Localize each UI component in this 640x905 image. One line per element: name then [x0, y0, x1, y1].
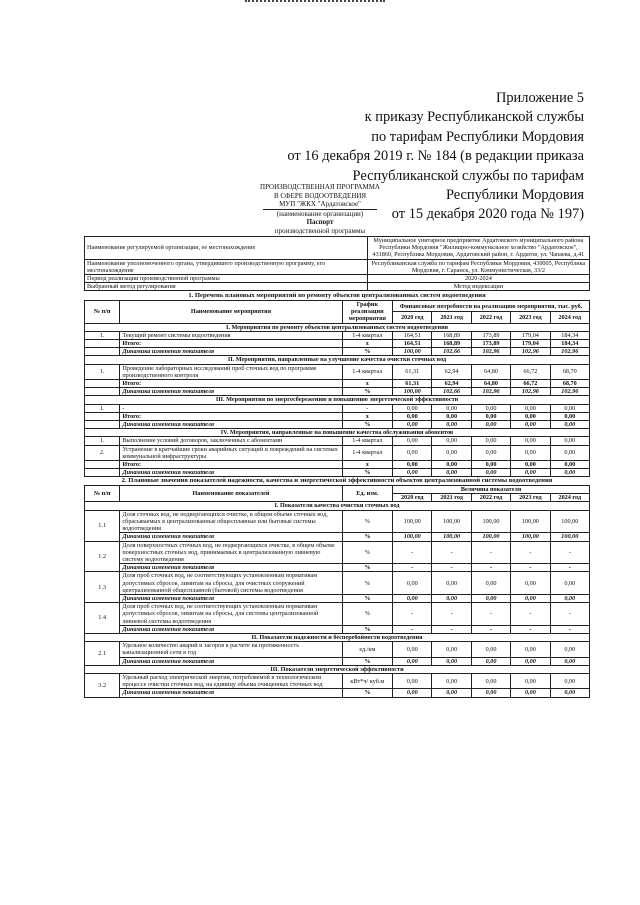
dynamics-value: 0,00	[432, 689, 471, 697]
row-value: 0,00	[550, 421, 589, 429]
row-value: 0,00	[550, 437, 589, 445]
dynamics-value: -	[471, 625, 510, 633]
indicator-num: 3.2	[85, 673, 120, 697]
dynamics-unit: %	[342, 625, 392, 633]
row-value: 173,89	[471, 340, 510, 348]
row-name: Выполнение условий договоров, заключенных с абонентами	[120, 437, 342, 445]
row-schedule: х	[342, 340, 392, 348]
indicator-value: -	[550, 603, 589, 626]
row-schedule: %	[342, 348, 392, 356]
indicator-name: Удельное количество аварий и засоров в расчете на протяженность канализационной сети в год	[120, 642, 342, 657]
row-value: 102,96	[511, 348, 550, 356]
passport-label: Период реализации производственной программы	[85, 275, 368, 283]
row-name: Проведение лабораторных исследований проб сточных вод по программе производственного контроля	[120, 364, 342, 379]
col-year-header: 2020 год	[393, 494, 432, 502]
row-schedule: %	[342, 469, 392, 477]
indicator-value: -	[393, 603, 432, 626]
row-value: 0,00	[471, 412, 510, 420]
row-name: Итого:	[120, 340, 342, 348]
row-value: 66,72	[511, 380, 550, 388]
row-name: Итого:	[120, 380, 342, 388]
table-row	[85, 445, 590, 460]
indicator-unit: %	[342, 603, 392, 626]
table-row	[85, 388, 590, 396]
passport-title: Паспорт	[306, 218, 334, 226]
row-value: 0,00	[471, 421, 510, 429]
dynamics-unit: %	[342, 689, 392, 697]
passport-row	[85, 237, 590, 260]
indicator-name: Доля проб сточных вод, не соответствующих установленным нормативам допустимых сбросов, лимитам на сбросы, для системы централизованной ливневой системы водоотведения	[120, 603, 342, 626]
dynamics-value: 0,00	[393, 657, 432, 665]
dynamics-value: -	[550, 564, 589, 572]
row-num: 2.	[85, 445, 120, 460]
col-num-header: № п/п	[85, 486, 120, 502]
table-row	[85, 461, 590, 469]
passport-value: Метод индексации	[367, 283, 589, 291]
dynamics-value: 100,00	[393, 533, 432, 541]
indicator-num: 1.2	[85, 541, 120, 572]
table-row	[85, 437, 590, 445]
table-row	[85, 412, 590, 420]
row-value: 0,00	[471, 404, 510, 412]
dynamics-row	[85, 533, 590, 541]
col-name-header: Наименование мероприятия	[120, 301, 342, 324]
row-value: 64,80	[471, 364, 510, 379]
row-schedule: %	[342, 388, 392, 396]
dynamics-value: 0,00	[471, 657, 510, 665]
row-value: 64,80	[471, 380, 510, 388]
appendix-line: к приказу Республиканской службы	[364, 109, 584, 126]
table-row	[85, 421, 590, 429]
row-value: 0,00	[511, 461, 550, 469]
dynamics-value: -	[393, 625, 432, 633]
dynamics-value: 0,00	[550, 657, 589, 665]
table-row	[85, 364, 590, 379]
row-value: 0,00	[393, 421, 432, 429]
section1-caption: 1. Перечень плановых мероприятий по ремонту объектов централизованных систем водоотведения	[188, 292, 486, 300]
indicator-value: 0,00	[393, 673, 432, 688]
table-row	[85, 340, 590, 348]
col-year-header: 2021 год	[432, 312, 471, 323]
indicator-value: -	[432, 603, 471, 626]
indicator-unit: %	[342, 510, 392, 533]
group-title: III. Показатели энергетической эффективности	[85, 665, 590, 673]
row-value: 0,00	[432, 412, 471, 420]
row-value: 0,00	[393, 404, 432, 412]
passport-row	[85, 259, 590, 274]
passport-subtitle: производственной программы	[274, 226, 366, 235]
col-year-header: 2024 год	[550, 494, 589, 502]
group-title-row	[85, 633, 590, 641]
dynamics-value: 0,00	[511, 689, 550, 697]
row-name: Устранение в кратчайшие сроки аварийных ситуаций и повреждений на системах коммунальной инфраструктуры	[120, 445, 342, 460]
group-title-row	[85, 356, 590, 364]
group-title-row	[85, 665, 590, 673]
dynamics-row	[85, 594, 590, 602]
row-value: 168,89	[432, 331, 471, 339]
dynamics-value: 0,00	[511, 594, 550, 602]
dynamics-unit: %	[342, 533, 392, 541]
col-year-header: 2024 год	[550, 312, 589, 323]
dynamics-value: 0,00	[471, 594, 510, 602]
table-row	[85, 469, 590, 477]
row-value: 0,00	[511, 404, 550, 412]
row-num	[85, 469, 120, 477]
indicator-value: 0,00	[471, 642, 510, 657]
dynamics-value: -	[511, 625, 550, 633]
row-value: 0,00	[550, 469, 589, 477]
row-value: 0,00	[471, 461, 510, 469]
indicator-value: 100,00	[550, 510, 589, 533]
dynamics-value: -	[393, 564, 432, 572]
row-value: 102,96	[550, 388, 589, 396]
row-num: 1.	[85, 437, 120, 445]
dynamics-label: Динамика изменения показателя	[120, 533, 342, 541]
indicator-name: Доля сточных вод, не подвергающихся очистке, в общем объеме сточных вод, сбрасываемых в централизованные общесплавные или бытовые системы водоотведения	[120, 510, 342, 533]
dynamics-row	[85, 625, 590, 633]
passport-row	[85, 283, 590, 291]
indicator-name: Удельный расход электрической энергии, потребляемой в технологическом процессе очистки сточных вод, на единицу объема очищенных сточных вод	[120, 673, 342, 688]
indicator-value: -	[393, 541, 432, 564]
row-num: 1.	[85, 331, 120, 339]
indicator-value: -	[511, 603, 550, 626]
indicator-unit: ед./км	[342, 642, 392, 657]
program-subtitle: В СФЕРЕ ВОДООТВЕДЕНИЯ	[273, 191, 367, 200]
row-schedule: 1-4 квартал	[342, 364, 392, 379]
row-schedule: 1-4 квартал	[342, 445, 392, 460]
dynamics-value: -	[471, 564, 510, 572]
row-value: 184,34	[550, 331, 589, 339]
row-value: 62,94	[432, 364, 471, 379]
dynamics-row	[85, 689, 590, 697]
indicator-value: -	[550, 541, 589, 564]
col-schedule-header: График реализации мероприятия	[342, 301, 392, 324]
row-name: Динамика изменения показателя	[120, 388, 342, 396]
dynamics-label: Динамика изменения показателя	[120, 689, 342, 697]
row-value: 61,31	[393, 380, 432, 388]
row-num	[85, 421, 120, 429]
indicator-value: 0,00	[550, 572, 589, 595]
row-value: 0,00	[432, 437, 471, 445]
row-value: 0,00	[393, 469, 432, 477]
indicator-unit: %	[342, 572, 392, 595]
group-title: II. Показатели надежности и бесперебойности водоотведения	[85, 633, 590, 641]
dynamics-value: 0,00	[393, 594, 432, 602]
col-year-header: 2022 год	[471, 494, 510, 502]
col-finance-header: Финансовые потребности на реализацию мероприятия, тыс. руб.	[393, 301, 590, 312]
row-name: -	[120, 404, 342, 412]
col-year-header: 2023 год	[511, 312, 550, 323]
row-num	[85, 388, 120, 396]
indicator-name: Доля поверхностных сточных вод, не подвергающихся очистке, в общем объеме поверхностных сточных вод, принимаемых в централизованную ливневую систему водоотведения	[120, 541, 342, 564]
passport-value: 2020-2024	[367, 275, 589, 283]
indicator-value: -	[511, 541, 550, 564]
indicator-value: 0,00	[393, 572, 432, 595]
indicator-value: 0,00	[471, 673, 510, 688]
dynamics-value: 0,00	[432, 657, 471, 665]
indicator-value: 0,00	[550, 642, 589, 657]
row-schedule: 1-4 квартал	[342, 437, 392, 445]
row-name: Динамика изменения показателя	[120, 421, 342, 429]
dynamics-label: Динамика изменения показателя	[120, 594, 342, 602]
row-value: 68,70	[550, 380, 589, 388]
col-num-header: № п/п	[85, 301, 120, 324]
group-title-row	[85, 502, 590, 510]
passport-label: Наименование уполномоченного органа, утвердившего производственную программу, его местонахождение	[85, 259, 368, 274]
appendix-line: по тарифам Республики Мордовия	[371, 128, 584, 145]
group-title: II. Мероприятия, направленные на улучшение качества очистки сточных вод	[85, 356, 590, 364]
indicator-value: 0,00	[511, 642, 550, 657]
indicator-value: 0,00	[393, 642, 432, 657]
row-value: 0,00	[511, 421, 550, 429]
group-title: III. Мероприятия по энергосбережению и повышению энергетической эффективности	[85, 396, 590, 404]
row-schedule: х	[342, 380, 392, 388]
indicator-value: 0,00	[511, 673, 550, 688]
indicator-num: 1.1	[85, 510, 120, 541]
indicator-row	[85, 673, 590, 688]
col-name-header: Наименование показателей	[120, 486, 342, 502]
row-value: 0,00	[432, 445, 471, 460]
section2-table	[84, 485, 590, 697]
row-name: Итого:	[120, 461, 342, 469]
dynamics-label: Динамика изменения показателя	[120, 625, 342, 633]
indicator-value: 0,00	[432, 642, 471, 657]
passport-table	[84, 236, 590, 291]
row-num	[85, 380, 120, 388]
row-value: 0,00	[550, 404, 589, 412]
row-value: 100,00	[393, 348, 432, 356]
dynamics-unit: %	[342, 564, 392, 572]
row-value: 0,00	[550, 461, 589, 469]
dynamics-value: 0,00	[550, 594, 589, 602]
section1-table	[84, 300, 590, 477]
passport-value: Республиканская служба по тарифам Республики Мордовия, 430005, Республика Мордовия, г. Саранск, ул. Коммунистическая, 33/2	[367, 259, 589, 274]
row-value: 173,89	[471, 331, 510, 339]
row-value: 0,00	[550, 412, 589, 420]
row-value: 102,96	[511, 388, 550, 396]
col-unit-header: Ед. изм.	[342, 486, 392, 502]
indicator-value: 100,00	[393, 510, 432, 533]
row-value: 0,00	[393, 445, 432, 460]
indicator-value: 100,00	[432, 510, 471, 533]
indicator-num: 1.4	[85, 603, 120, 634]
row-value: 0,00	[432, 461, 471, 469]
appendix-line: Республиканской службы по тарифам	[352, 167, 584, 184]
row-value: 100,00	[393, 388, 432, 396]
dynamics-label: Динамика изменения показателя	[120, 657, 342, 665]
group-title-row	[85, 323, 590, 331]
group-title: I. Показатели качества очистки сточных вод	[85, 502, 590, 510]
indicator-value: 100,00	[511, 510, 550, 533]
group-title-row	[85, 396, 590, 404]
row-schedule: х	[342, 461, 392, 469]
section2-caption: 2. Плановые значения показателей надежности, качества и энергетической эффективности объектов централизованной системы водоотведения	[121, 477, 553, 485]
organization-caption: (наименование организации)	[263, 209, 377, 219]
row-value: 0,00	[550, 445, 589, 460]
program-header	[0, 183, 640, 235]
indicator-num: 1.3	[85, 572, 120, 603]
indicator-name: Доля проб сточных вод, не соответствующих установленным нормативам допустимых сбросов, лимитам на сбросы, для очистных сооружений централизованной общесплавной (бытовой) системы водоотведения	[120, 572, 342, 595]
dynamics-unit: %	[342, 657, 392, 665]
dynamics-value: 0,00	[432, 594, 471, 602]
row-name: Итого:	[120, 412, 342, 420]
row-num	[85, 461, 120, 469]
passport-value: Муниципальное унитарное предприятие Ардатовского муниципального района Республики Мордовия "Жилищно-коммунальное хозяйство "Ардатовское", 431860, Республика Мордовия, Ардатовский район, г. Ардатов, ул. Чапаева, д.41	[367, 237, 589, 260]
dynamics-value: 100,00	[550, 533, 589, 541]
row-num	[85, 348, 120, 356]
indicator-row	[85, 642, 590, 657]
row-value: 102,96	[471, 388, 510, 396]
row-value: 66,72	[511, 364, 550, 379]
indicator-value: 0,00	[550, 673, 589, 688]
row-value: 102,66	[432, 388, 471, 396]
document-sheet	[84, 236, 590, 698]
col-values-header: Величина показателя	[393, 486, 590, 494]
indicator-unit: %	[342, 541, 392, 564]
indicator-value: 0,00	[511, 572, 550, 595]
table-row	[85, 404, 590, 412]
indicator-unit: кВт*ч/ куб.м	[342, 673, 392, 688]
dynamics-value: 0,00	[393, 689, 432, 697]
row-schedule: х	[342, 412, 392, 420]
indicator-value: 0,00	[432, 673, 471, 688]
scan-artifact-mark	[245, 0, 385, 5]
row-value: 184,34	[550, 340, 589, 348]
row-value: 0,00	[432, 404, 471, 412]
indicator-num: 2.1	[85, 642, 120, 666]
row-value: 0,00	[432, 421, 471, 429]
dynamics-value: -	[511, 564, 550, 572]
dynamics-value: 0,00	[511, 657, 550, 665]
indicator-row	[85, 572, 590, 595]
row-value: 164,51	[393, 340, 432, 348]
row-value: 61,31	[393, 364, 432, 379]
table-row	[85, 331, 590, 339]
indicator-value: 100,00	[471, 510, 510, 533]
col-year-header: 2022 год	[471, 312, 510, 323]
col-year-header: 2020 год	[393, 312, 432, 323]
indicator-value: 0,00	[432, 572, 471, 595]
row-num: 1.	[85, 364, 120, 379]
row-value: 0,00	[511, 412, 550, 420]
row-value: 0,00	[471, 437, 510, 445]
organization-name: МУП "ЖКХ "Ардатовское"	[279, 200, 361, 208]
group-title-row	[85, 429, 590, 437]
row-value: 168,89	[432, 340, 471, 348]
dynamics-row	[85, 657, 590, 665]
row-value: 0,00	[393, 461, 432, 469]
dynamics-value: 100,00	[511, 533, 550, 541]
row-value: 102,66	[432, 348, 471, 356]
row-schedule: 1-4 квартал	[342, 331, 392, 339]
dynamics-row	[85, 564, 590, 572]
indicator-row	[85, 541, 590, 564]
indicator-row	[85, 603, 590, 626]
row-value: 102,96	[550, 348, 589, 356]
appendix-line: Приложение 5	[495, 90, 584, 106]
passport-row	[85, 275, 590, 283]
indicator-value: -	[471, 603, 510, 626]
row-value: 102,96	[471, 348, 510, 356]
row-value: 0,00	[393, 412, 432, 420]
dynamics-value: 0,00	[471, 689, 510, 697]
row-value: 68,70	[550, 364, 589, 379]
row-value: 0,00	[471, 469, 510, 477]
group-title: I. Мероприятия по ремонту объектов централизованных систем водоотведения	[85, 323, 590, 331]
program-title: ПРОИЗВОДСТВЕННАЯ ПРОГРАММА	[260, 183, 380, 191]
row-value: 179,04	[511, 340, 550, 348]
table-row	[85, 348, 590, 356]
indicator-value: 0,00	[471, 572, 510, 595]
row-schedule: -	[342, 404, 392, 412]
col-year-header: 2023 год	[511, 494, 550, 502]
indicator-value: -	[432, 541, 471, 564]
dynamics-label: Динамика изменения показателя	[120, 564, 342, 572]
appendix-line: от 15 декабря 2020 года № 197)	[391, 206, 584, 223]
row-num: 1.	[85, 404, 120, 412]
dynamics-value: -	[550, 625, 589, 633]
row-value: 0,00	[393, 437, 432, 445]
dynamics-value: -	[432, 625, 471, 633]
row-schedule: %	[342, 421, 392, 429]
passport-label: Выбранный метод регулирования	[85, 283, 368, 291]
table-row	[85, 380, 590, 388]
dynamics-value: 100,00	[471, 533, 510, 541]
passport-label: Наименование регулируемой организации, ее местонахождение	[85, 237, 368, 260]
appendix-line: Республики Мордовия	[445, 187, 584, 204]
row-value: 179,04	[511, 331, 550, 339]
row-value: 0,00	[511, 469, 550, 477]
row-num	[85, 340, 120, 348]
indicator-value: -	[471, 541, 510, 564]
row-value: 62,94	[432, 380, 471, 388]
row-name: Текущий ремонт системы водоотведения	[120, 331, 342, 339]
indicator-row	[85, 510, 590, 533]
col-year-header: 2021 год	[432, 494, 471, 502]
row-value: 0,00	[511, 445, 550, 460]
dynamics-unit: %	[342, 594, 392, 602]
row-name: Динамика изменения показателя	[120, 348, 342, 356]
dynamics-value: 100,00	[432, 533, 471, 541]
row-value: 0,00	[432, 469, 471, 477]
dynamics-value: 0,00	[550, 689, 589, 697]
appendix-line: от 16 декабря 2019 г. № 184 (в редакции приказа	[287, 148, 584, 165]
row-value: 0,00	[471, 445, 510, 460]
row-value: 0,00	[511, 437, 550, 445]
row-value: 164,51	[393, 331, 432, 339]
group-title: IV. Мероприятия, направленные на повышение качества обслуживания абонентов	[85, 429, 590, 437]
row-name: Динамика изменения показателя	[120, 469, 342, 477]
row-num	[85, 412, 120, 420]
dynamics-value: -	[432, 564, 471, 572]
